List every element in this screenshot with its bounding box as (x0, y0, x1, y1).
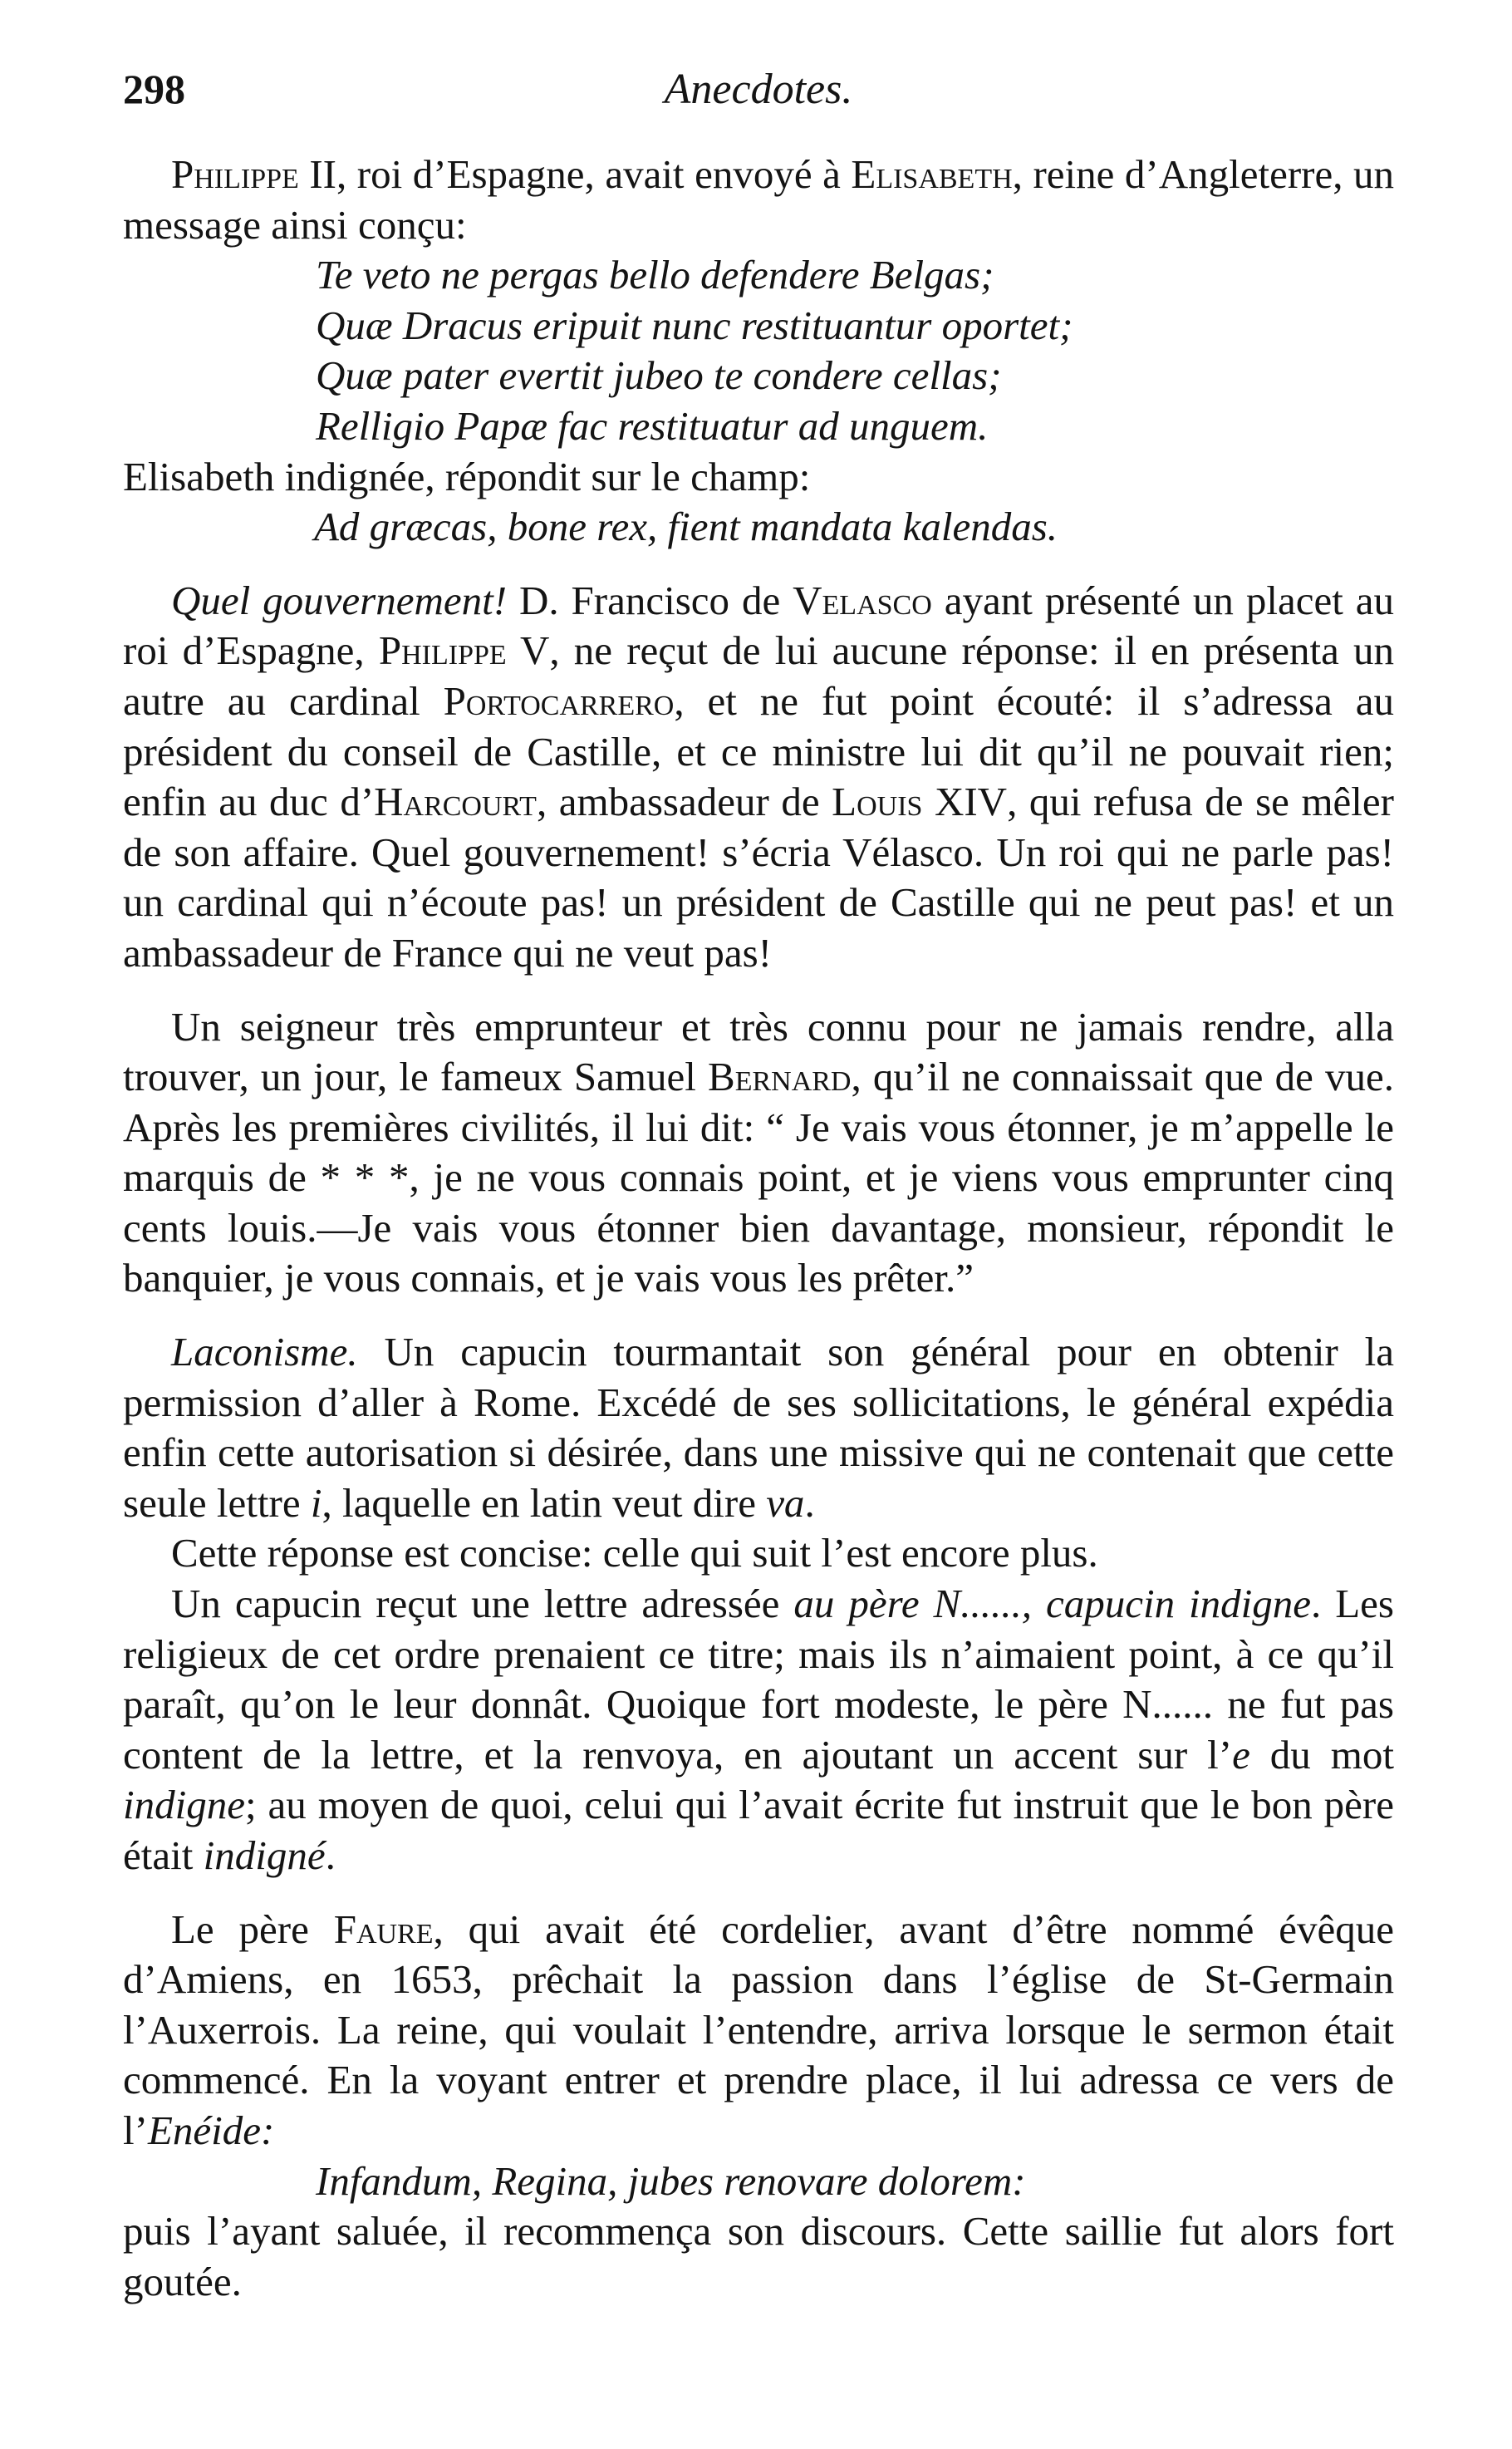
anecdote-pere-faure: Le père Faure, qui avait été cordelier, avant d’être nommé évêque d’Amiens, en 1653, prêchait la passion dans l’église de St-Germain l’Auxerrois. La reine, qui voulait l’entendre, arriva lorsque le sermon était commencé. En la voyant entrer et prendre place, il lui adressa ce vers de l’Enéide: (123, 1906, 1394, 2153)
faure-conclusion: puis l’ayant saluée, il recommença son discours. Cette saillie fut alors fort goutée. (123, 2208, 1394, 2304)
anecdote-quel-gouvernement: Quel gouvernement! D. Francisco de Velasco ayant présenté un placet au roi d’Espagne, Philippe V, ne reçut de lui aucune réponse: il en présenta un autre au cardinal Portocarrero, et ne fut point écouté: il s’adressa au président du conseil de Castille, et ce ministre lui dit qu’il ne pouvait rien; enfin au duc d’Harcourt, ambassadeur de Louis XIV, qui refusa de se mêler de son affaire. Quel gouvernement! s’écria Vélasco. Un roi qui ne parle pas! un cardinal qui n’écoute pas! un président de Castille qui ne peut pas! et un ambassadeur de France qui ne veut pas! (123, 577, 1394, 976)
capucin-indigne: Un capucin reçut une lettre adressée au père N......, capucin indigne. Les religieux de cet ordre prenaient ce titre; mais ils n’aimaient point, à ce qu’il paraît, qu’on le leur donnât. Quoique fort modeste, le père N...... ne fut pas content de la lettre, et la renvoya, en ajoutant un accent sur l’e du mot indigne; au moyen de quoi, celui qui l’avait écrite fut instruit que le bon père était indigné. (123, 1581, 1394, 1878)
name-philippe-ii: Philippe II (171, 151, 336, 197)
running-title: Anecdotes. (664, 66, 853, 113)
anecdote-samuel-bernard: Un seigneur très emprunteur et très connu pour ne jamais rendre, alla trouver, un jour, le fameux Samuel Bernard, qu’il ne connaissait que de vue. Après les premières civilités, il lui dit: “ Je vais vous étonner, je m’appelle le marquis de * * *, je ne vous connais point, et je viens vous emprunter cinq cents louis.—Je vais vous étonner bien davantage, monsieur, répondit le banquier, je vous connais, et je vais vous les prêter.” (123, 1003, 1394, 1301)
anecdote-philippe-intro: Philippe II, roi d’Espagne, avait envoyé à Elisabeth, reine d’Angleterre, un message ainsi conçu: (123, 151, 1394, 248)
latin-verse-1: Te veto ne pergas bello defendere Belgas; (316, 252, 994, 298)
eneide-verse: Infandum, Regina, jubes renovare dolorem: (316, 2157, 1026, 2204)
anecdote-laconisme: Laconisme. Un capucin tourmantait son général pour en obtenir la permission d’aller à Rome. Excédé de ses sollicitations, le général expédia enfin cette autorisation si désirée, dans une missive qui ne contenait que cette seule lettre i, laquelle en latin veut dire va. (123, 1329, 1394, 1526)
latin-verse-3: Quæ pater evertit jubeo te condere cellas; (316, 352, 1002, 399)
latin-verse-4: Relligio Papæ fac restituatur ad unguem. (316, 402, 989, 449)
anecdote-title: Quel gouvernement! (171, 577, 508, 623)
laconisme-followup: Cette réponse est concise: celle qui suit l’est encore plus. (171, 1530, 1098, 1576)
page-body (123, 150, 1394, 2307)
page-header (123, 65, 1394, 123)
elisabeth-reply-line: Elisabeth indignée, répondit sur le champ: (123, 453, 811, 499)
latin-verse-2: Quæ Dracus eripuit nunc restituantur oportet; (316, 302, 1073, 348)
name-elisabeth: Elisabeth (851, 151, 1013, 197)
elisabeth-reply-verse: Ad græcas, bone rex, fient mandata kalendas. (314, 504, 1058, 550)
page-number: 298 (123, 66, 185, 112)
anecdote-title: Laconisme. (171, 1329, 358, 1375)
